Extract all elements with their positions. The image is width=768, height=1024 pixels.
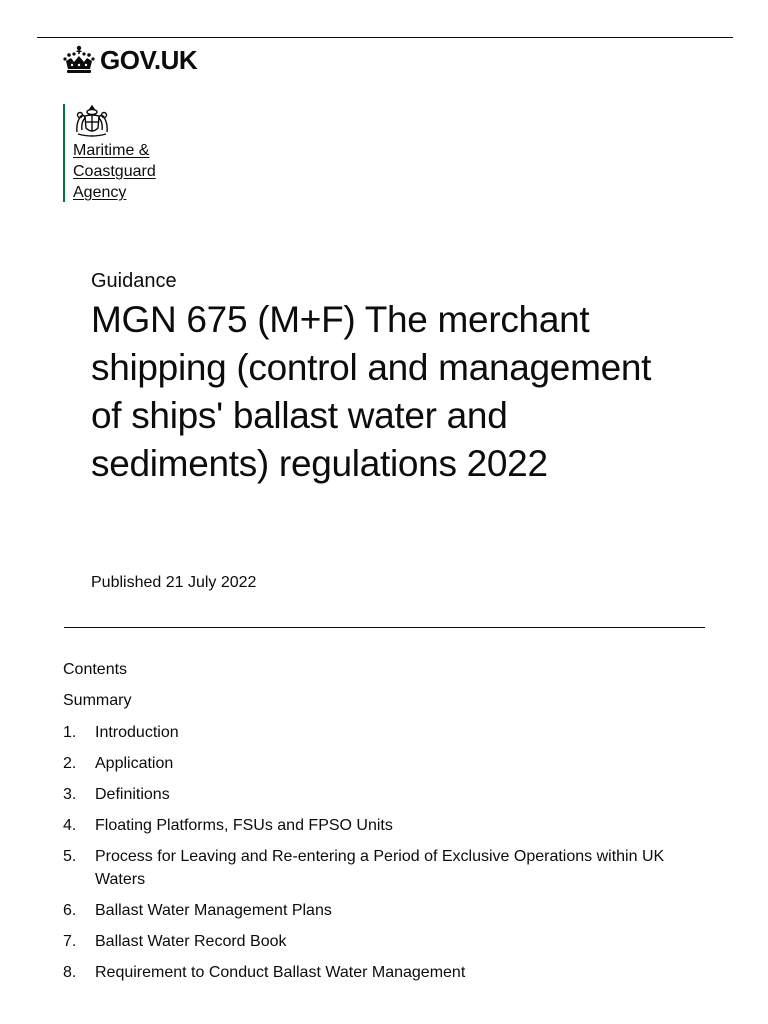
contents-item-number: 6. xyxy=(63,902,77,919)
contents-item-number: 2. xyxy=(63,755,77,772)
contents-item-number: 5. xyxy=(63,848,77,865)
contents-item-label[interactable]: Ballast Water Record Book xyxy=(95,933,287,950)
contents-item[interactable] xyxy=(63,721,713,744)
contents-link-summary[interactable]: Summary xyxy=(63,692,132,709)
contents-item-label[interactable]: Ballast Water Management Plans xyxy=(95,902,332,919)
contents-item[interactable] xyxy=(63,899,713,922)
contents-item[interactable] xyxy=(63,814,713,837)
contents-heading: Contents xyxy=(63,661,128,678)
contents-item[interactable] xyxy=(63,752,713,775)
contents-list xyxy=(63,659,713,992)
document-type: Guidance xyxy=(91,270,177,292)
site-name: GOV.UK xyxy=(100,45,198,75)
organisation-name-line: Agency xyxy=(73,184,127,201)
organisation-name-line: Maritime & xyxy=(73,142,150,159)
organisation-logo[interactable] xyxy=(63,104,193,202)
crown-icon xyxy=(63,45,95,75)
contents-item[interactable] xyxy=(63,961,713,984)
contents-item-number: 3. xyxy=(63,786,77,803)
contents-item-number: 1. xyxy=(63,724,77,741)
organisation-name-line: Coastguard xyxy=(73,163,156,180)
contents-item[interactable] xyxy=(63,783,713,806)
contents-items xyxy=(63,721,713,984)
contents-item-number: 4. xyxy=(63,817,77,834)
organisation-name xyxy=(73,140,193,203)
contents-item-number: 8. xyxy=(63,964,77,981)
contents-item-label[interactable]: Definitions xyxy=(95,786,170,803)
royal-crest-icon xyxy=(73,104,111,138)
contents-item-label[interactable]: Floating Platforms, FSUs and FPSO Units xyxy=(95,817,393,834)
govuk-logo[interactable] xyxy=(63,44,197,76)
contents-item[interactable] xyxy=(63,930,713,953)
section-divider xyxy=(64,627,705,628)
page-title: MGN 675 (M+F) The merchant shipping (control and management of ships' ballast water and sediments) regulations 2022 xyxy=(91,299,652,484)
header-divider xyxy=(37,37,733,38)
contents-item-label[interactable]: Introduction xyxy=(95,724,179,741)
published-date: Published 21 July 2022 xyxy=(91,574,257,591)
contents-item-number: 7. xyxy=(63,933,77,950)
contents-item[interactable] xyxy=(63,845,713,891)
contents-item-label[interactable]: Application xyxy=(95,755,174,772)
contents-item-label[interactable]: Process for Leaving and Re-entering a Period of Exclusive Operations within UK Waters xyxy=(95,848,665,888)
contents-item-label[interactable]: Requirement to Conduct Ballast Water Management xyxy=(95,964,466,981)
